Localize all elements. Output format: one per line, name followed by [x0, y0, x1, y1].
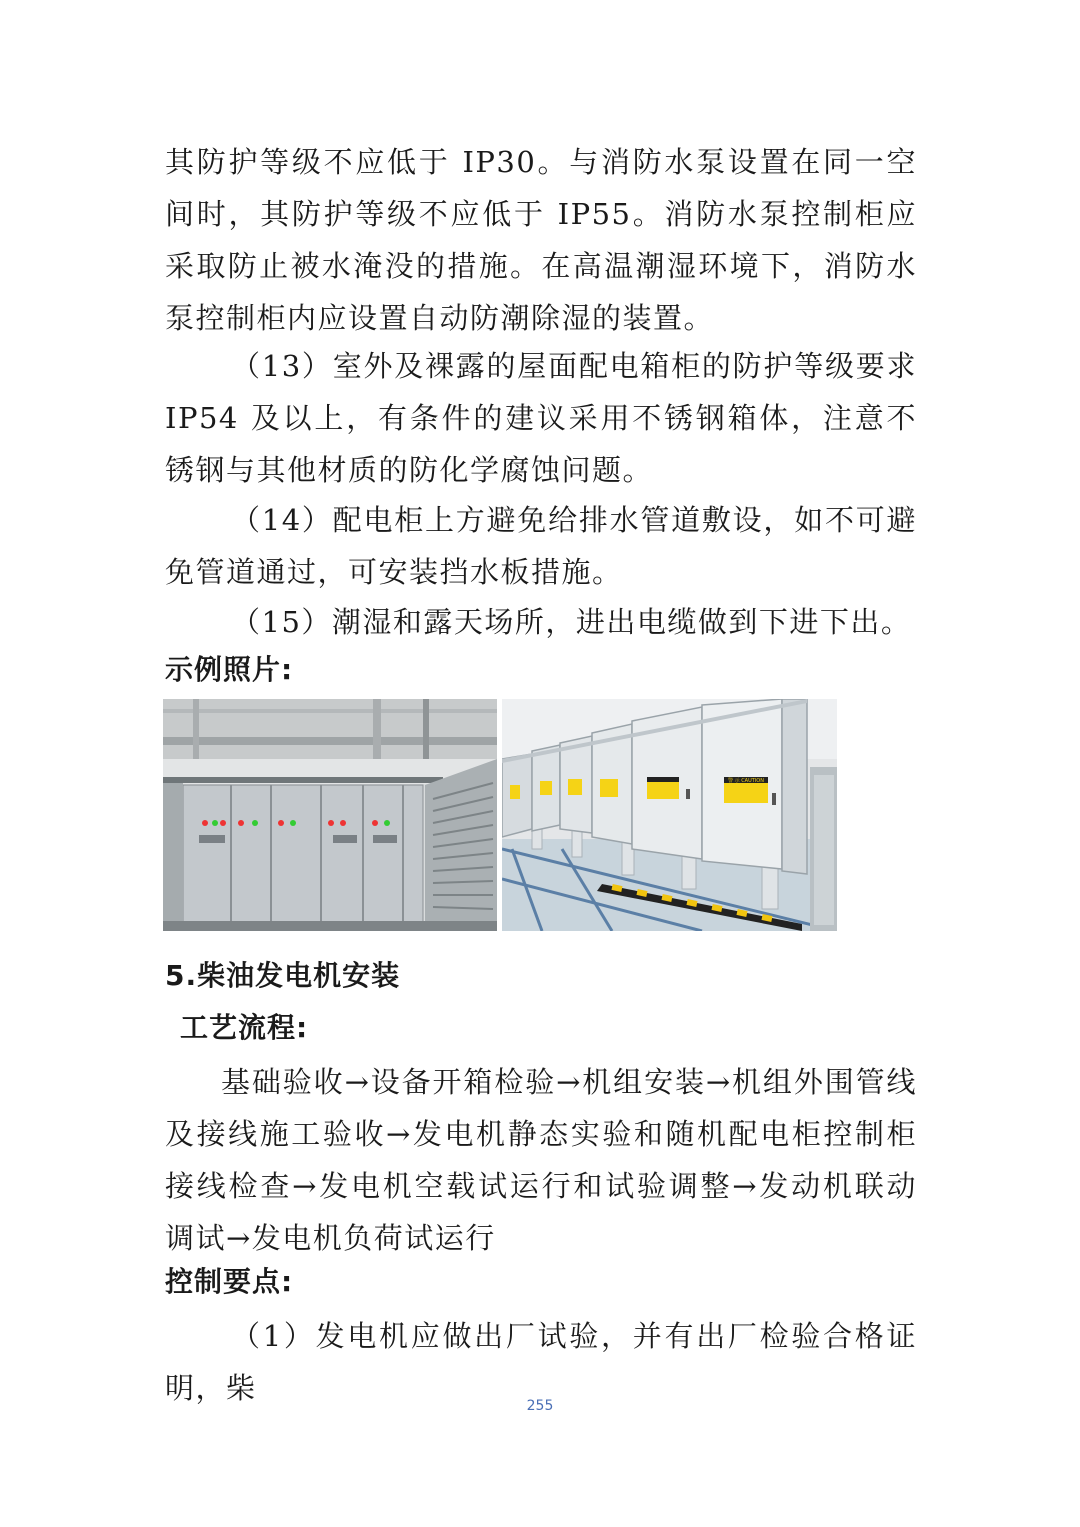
examples-heading: 示例照片: [165, 653, 294, 686]
photo-outdoor-boxes [502, 699, 837, 931]
paragraph-ip-rating: 其防护等级不应低于 IP30。与消防水泵设置在同一空间时，其防护等级不应低于 IP55。消防水泵控制柜应采取防止被水淹没的措施。在高温潮湿环境下，消防水泵控制柜内应设置自动防潮除湿的装置。 [165, 145, 917, 335]
paragraph-item-15: （15）潮湿和露天场所，进出电缆做到下进下出。 [231, 605, 912, 639]
process-heading: 工艺流程: [180, 1011, 309, 1044]
control-item-1: （1）发电机应做出厂试验，并有出厂检验合格证明，柴 [165, 1319, 917, 1405]
photo-indoor-cabinets [163, 699, 497, 931]
paragraph-item-13: （13）室外及裸露的屋面配电箱柜的防护等级要求 IP54 及以上，有条件的建议采用不锈钢箱体，注意不锈钢与其他材质的防化学腐蚀问题。 [165, 349, 917, 487]
section-5-heading: 5.柴油发电机安装 [165, 959, 401, 992]
page-number: 255 [526, 1398, 554, 1414]
process-flow-text: 基础验收→设备开箱检验→机组安装→机组外围管线及接线施工验收→发电机静态实验和随机配电柜控制柜接线检查→发电机空载试运行和试验调整→发动机联动调试→发电机负荷试运行 [165, 1065, 917, 1255]
caution-label-text: 警 示 CAUTION [728, 778, 764, 784]
paragraph-item-14: （14）配电柜上方避免给排水管道敷设，如不可避免管道通过，可安装挡水板措施。 [165, 503, 917, 589]
control-points-heading: 控制要点: [165, 1265, 294, 1298]
